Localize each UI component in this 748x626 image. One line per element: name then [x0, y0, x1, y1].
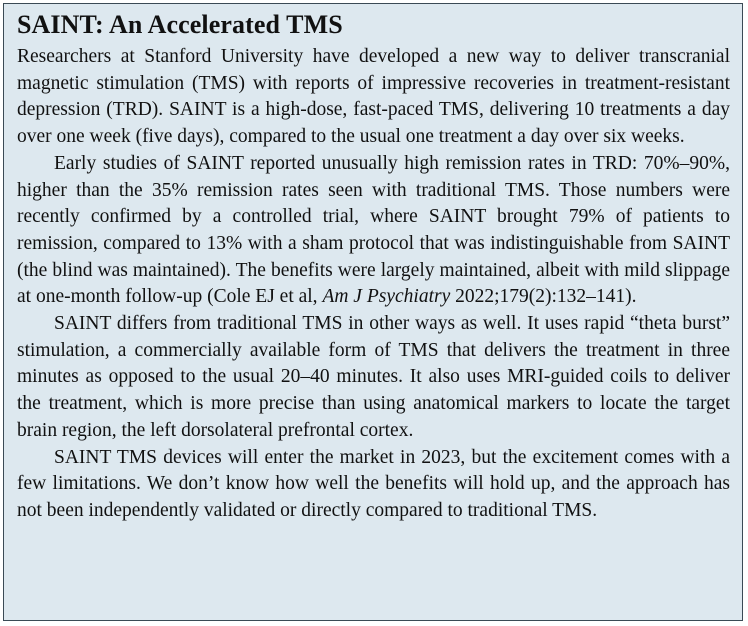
paragraph-differences: SAINT differs from traditional TMS in other ways as well. It uses rapid “theta burst” stimulation, a commercially available form of TMS that delivers the treatment in three minutes as opposed to the usual 20–40 minutes. It also uses MRI-guided coils to deliver the treatment, which is more precise than using anatomical markers to locate the target brain region, the left dorsolateral prefrontal cortex.	[17, 313, 730, 441]
paragraph-limitations: SAINT TMS devices will enter the market in 2023, but the excitement comes with a few limitations. We don’t know how well the benefits will hold up, and the approach has not been independently validated or directly compared to traditional TMS.	[17, 446, 730, 521]
sidebar-box	[3, 3, 743, 621]
paragraph-text: Early studies of SAINT reported unusually high remission rates in TRD: 70%–90%, higher than the 35% remission rates seen with traditional TMS. Those numbers were recently confirmed by a controlled trial, where SAINT brought 79% of patients to remission, compared to 13% with a sham protocol that was indistinguishable from SAINT (the blind was maintained). The benefits were largely maintained, albeit with mild slippage at one-month follow-up (Cole EJ et al,	[17, 152, 730, 308]
journal-citation: Am J Psychiatry	[322, 286, 451, 308]
citation-details: 2022;179(2):132–141).	[450, 286, 637, 308]
paragraph-intro: Researchers at Stanford University have developed a new way to deliver transcranial magnetic stimulation (TMS) with reports of impressive recoveries in treatment-resistant depression (TRD). SAINT is a high-dose, fast-paced TMS, delivering 10 treatments a day over one week (five days), compared to the usual one treatment a day over six weeks.	[17, 46, 730, 148]
box-title: SAINT: An Accelerated TMS	[17, 10, 343, 39]
paragraph-remission-rates	[17, 151, 730, 311]
